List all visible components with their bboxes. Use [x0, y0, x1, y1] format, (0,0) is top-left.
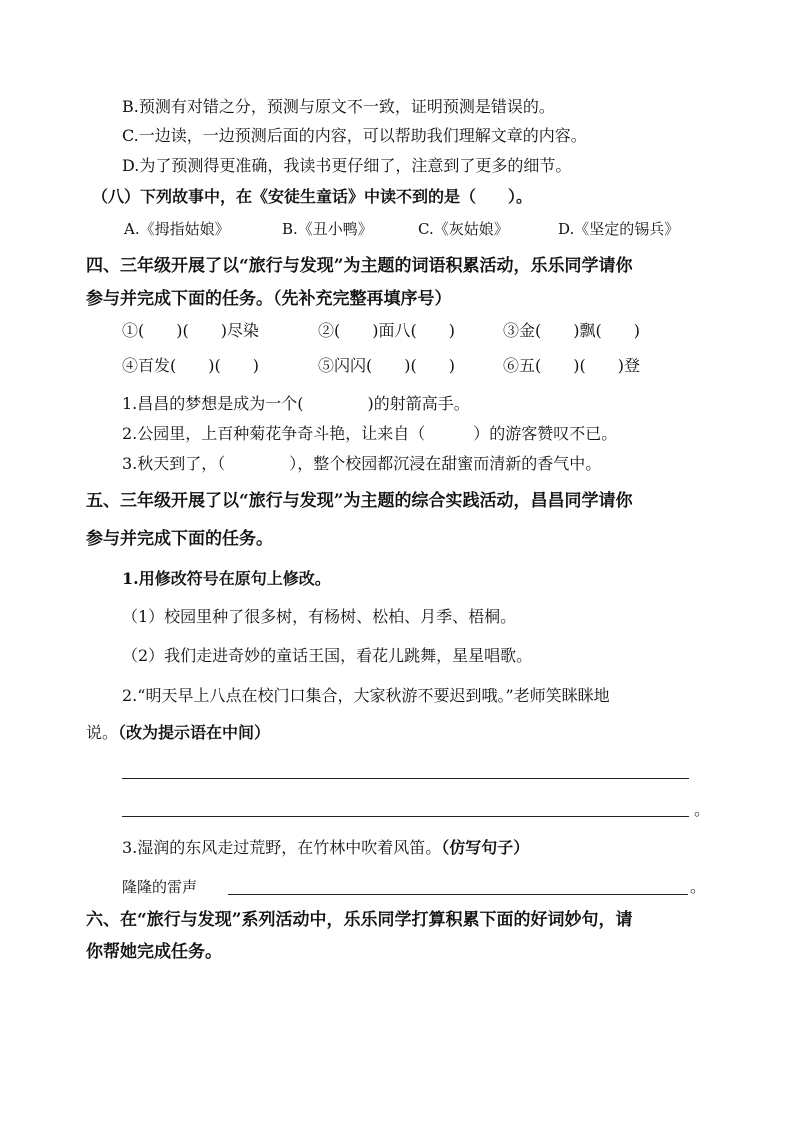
option-b: B.预测有对错之分，预测与原文不一致，证明预测是错误的。 [122, 97, 555, 116]
fill-3: 3.秋天到了，（ ），整个校园都沉浸在甜蜜而清新的香气中。 [122, 454, 602, 473]
idiom-6: ⑥五( )( )登 [503, 356, 640, 375]
section4-title-line1: 四、三年级开展了以“旅行与发现”为主题的词语积累活动，乐乐同学请你 [86, 256, 633, 276]
answer-line-2[interactable] [122, 816, 689, 817]
sentence-1: （1）校园里种了很多树，有杨树、松柏、月季、梧桐。 [122, 607, 517, 626]
idiom-4: ④百发( )( ) [122, 356, 259, 375]
q8-option-a: A.《拇指姑娘》 [124, 220, 230, 238]
section5-title-line1: 五、三年级开展了以“旅行与发现”为主题的综合实践活动，昌昌同学请你 [86, 491, 633, 511]
q8-stem: （八）下列故事中，在《安徒生童话》中读不到的是（ ）。 [92, 187, 533, 206]
imitation-answer-line[interactable] [228, 894, 688, 895]
task3 [122, 837, 529, 859]
task2-line2-prefix: 说。 [86, 723, 119, 742]
task2-line1: 2.“明天早上八点在校门口集合，大家秋游不要迟到哦。”老师笑眯眯地 [122, 686, 610, 705]
section5-title-line2: 参与并完成下面的任务。 [86, 529, 273, 549]
sentence-2: （2）我们走进奇妙的童话王国，看花儿跳舞，星星唱歌。 [122, 646, 533, 665]
task2-line2 [86, 722, 270, 744]
answer-line-1[interactable] [122, 778, 689, 779]
option-d: D.为了预测得更准确，我读书更仔细了，注意到了更多的细节。 [122, 156, 572, 175]
task3-sentence: 3.湿润的东风走过荒野，在竹林中吹着风笛。 [122, 838, 442, 857]
option-c: C.一边读，一边预测后面的内容，可以帮助我们理解文章的内容。 [122, 126, 587, 145]
idiom-1: ①( )( )尽染 [122, 321, 259, 340]
imitation-prefix: 隆隆的雷声 [122, 878, 198, 896]
idiom-3: ③金( )飘( ) [503, 321, 640, 340]
section6-title-line1: 六、在“旅行与发现”系列活动中，乐乐同学打算积累下面的好词妙句，请 [86, 910, 633, 930]
idiom-5: ⑤闪闪( )( ) [318, 356, 455, 375]
task1: 1.用修改符号在原句上修改。 [122, 569, 331, 588]
q8-option-d: D.《坚定的锡兵》 [558, 220, 680, 238]
idiom-2: ②( )面八( ) [318, 321, 455, 340]
q8-option-c: C.《灰姑娘》 [418, 220, 509, 238]
fill-1: 1.昌昌的梦想是成为一个( )的射箭高手。 [122, 394, 470, 413]
section4-title-line2: 参与并完成下面的任务。（先补充完整再填序号） [86, 289, 452, 309]
answer-end-mark: 。 [694, 800, 711, 819]
q8-option-b: B.《丑小鸭》 [282, 220, 373, 238]
fill-2: 2.公园里，上百种菊花争奇斗艳，让来自（ ）的游客赞叹不已。 [122, 424, 618, 443]
imitation-end-mark: 。 [690, 877, 707, 896]
task2-instruction: （改为提示语在中间） [118, 723, 271, 742]
task3-instruction: （仿写句子） [441, 838, 530, 857]
section6-title-line2: 你帮她完成任务。 [86, 942, 222, 962]
